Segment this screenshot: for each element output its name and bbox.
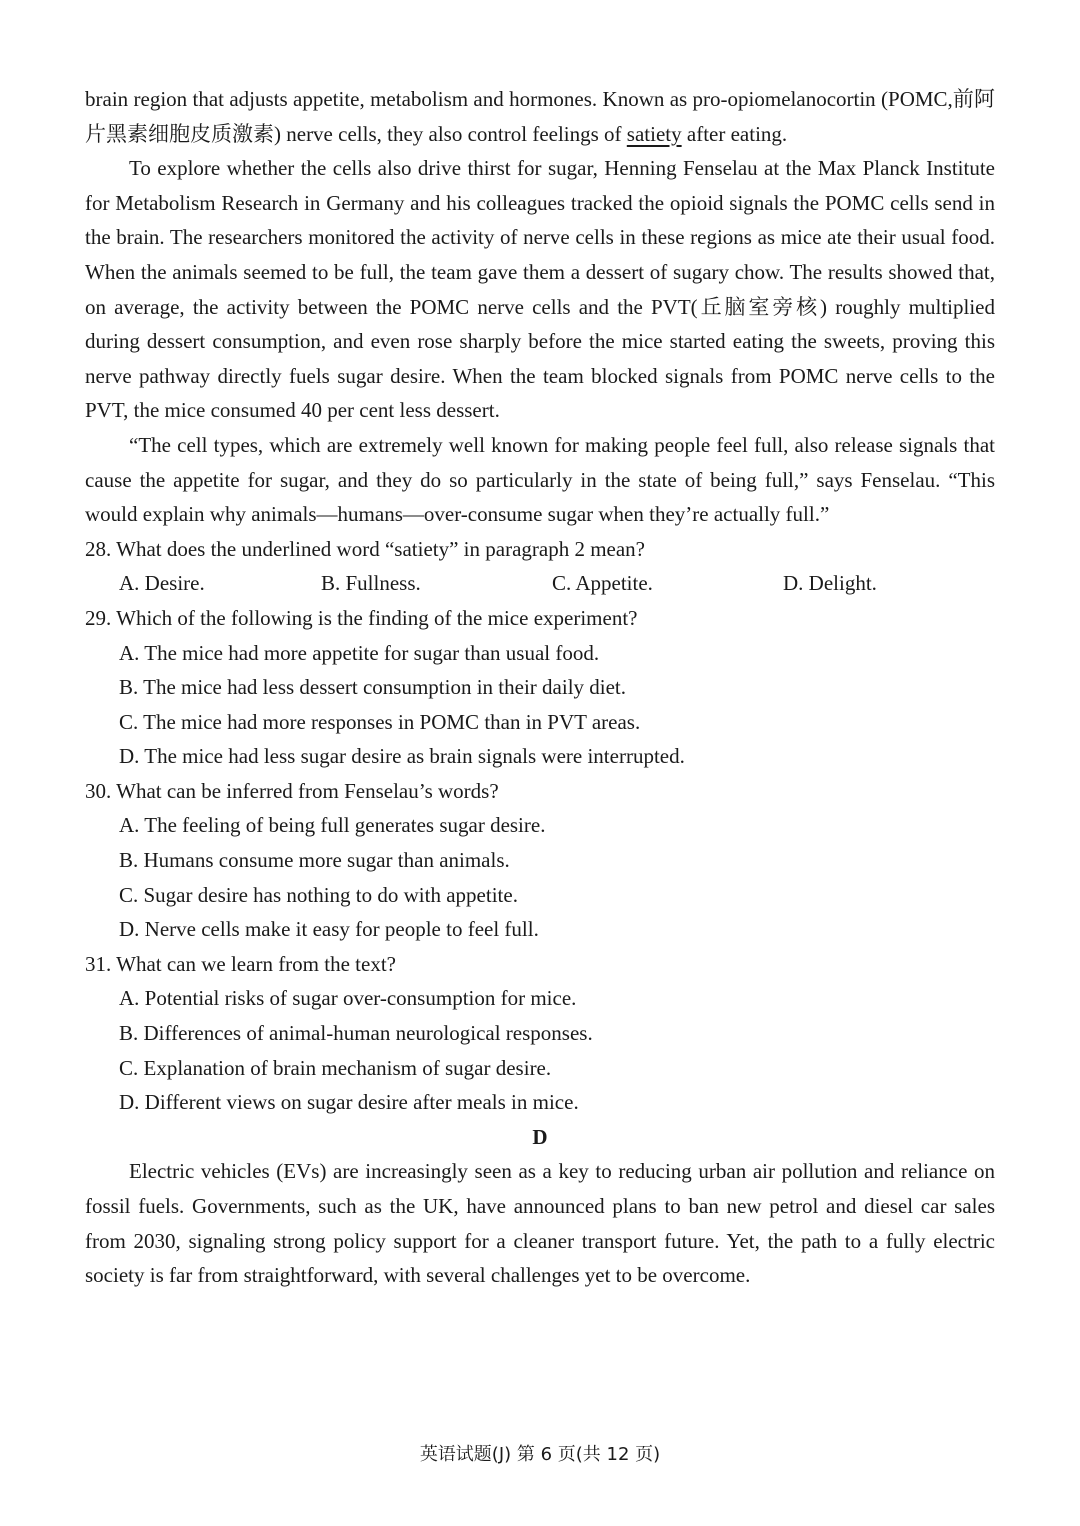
question-30 xyxy=(85,774,995,947)
question-31 xyxy=(85,947,995,1120)
option-c: C. Appetite. xyxy=(552,571,653,596)
option-b: B. Differences of animal-human neurological responses. xyxy=(119,1021,593,1046)
question-stem: 29. Which of the following is the finding of the mice experiment? xyxy=(85,605,638,630)
option-d: D. Delight. xyxy=(783,571,877,596)
option-a: A. Desire. xyxy=(119,571,205,596)
option-b: B. Fullness. xyxy=(321,571,421,596)
option-d: D. Different views on sugar desire after meals in mice. xyxy=(119,1090,579,1115)
underlined-word: satiety xyxy=(626,121,682,146)
passage-c-paragraph-2: To explore whether the cells also drive thirst for sugar, Henning Fenselau at the Max Planck Institute for Metabolism Research in Germany and his colleagues tracked the opioid signals the POMC cells send in the brain. The researchers monitored the activity of nerve cells in these regions as mice ate their usual food. When the animals seemed to be full, the team gave them a dessert of sugary chow. The results showed that, on average, the activity between the POMC nerve cells and the PVT(丘脑室旁核) roughly multiplied during dessert consumption, and even rose sharply before the mice started eating the sweets, proving this nerve pathway directly fuels sugar desire. When the team blocked signals from POMC nerve cells to the PVT, the mice consumed 40 per cent less dessert. xyxy=(85,156,995,423)
option-d: D. Nerve cells make it easy for people to feel full. xyxy=(119,917,539,942)
question-29 xyxy=(85,601,995,774)
page-footer: 英语试题(J) 第 6 页(共 12 页) xyxy=(419,1444,661,1465)
passage-d-paragraph-1: Electric vehicles (EVs) are increasingly seen as a key to reducing urban air pollution and reliance on fossil fuels. Governments, such as the UK, have announced plans to ban new petrol and diesel car sales from 2030, signaling strong policy support for a cleaner transport future. Yet, the path to a fully electric society is far from straightforward, with several challenges yet to be overcome. xyxy=(85,1159,995,1288)
option-a: A. The mice had more appetite for sugar than usual food. xyxy=(119,640,600,665)
option-a: A. The feeling of being full generates sugar desire. xyxy=(119,813,546,838)
section-heading: D xyxy=(532,1124,548,1149)
options-row xyxy=(119,566,995,601)
question-stem: 30. What can be inferred from Fenselau’s words? xyxy=(85,778,499,803)
question-stem: 31. What can we learn from the text? xyxy=(85,951,396,976)
option-b: B. The mice had less dessert consumption in their daily diet. xyxy=(119,675,627,700)
option-b: B. Humans consume more sugar than animals. xyxy=(119,848,510,873)
question-stem: 28. What does the underlined word “satiety” in paragraph 2 mean? xyxy=(85,536,645,561)
page-content xyxy=(85,82,995,1293)
passage-c-paragraph-3: “The cell types, which are extremely well known for making people feel full, also release signals that cause the appetite for sugar, and they do so particularly in the state of being full,” says Fenselau. “This would explain why animals—humans—over-consume sugar when they’re actually full.” xyxy=(85,432,995,527)
question-28 xyxy=(85,532,995,601)
option-c: C. The mice had more responses in POMC than in PVT areas. xyxy=(119,709,641,734)
option-a: A. Potential risks of sugar over-consumption for mice. xyxy=(119,986,577,1011)
option-c: C. Sugar desire has nothing to do with appetite. xyxy=(119,882,518,907)
option-d: D. The mice had less sugar desire as brain signals were interrupted. xyxy=(119,744,685,769)
passage-c-paragraph-1: brain region that adjusts appetite, metabolism and hormones. Known as pro-opiomelanocortin (POMC,前阿片黑素细胞皮质激素) nerve cells, they also control feelings of satiety after eating. xyxy=(85,87,995,146)
option-c: C. Explanation of brain mechanism of sugar desire. xyxy=(119,1055,552,1080)
